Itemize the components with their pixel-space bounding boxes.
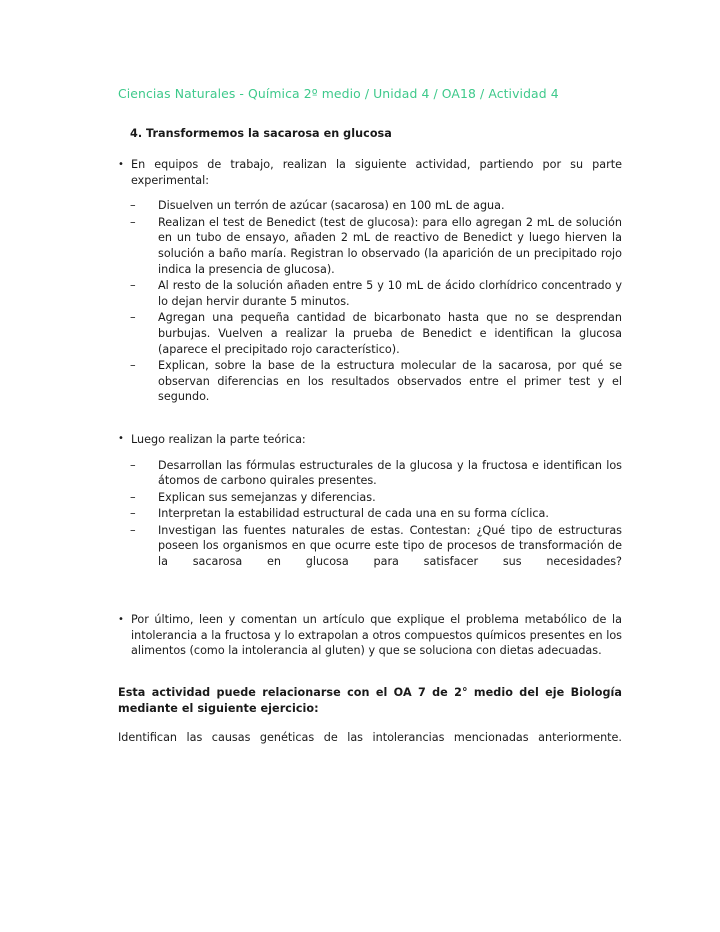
block-spacer xyxy=(118,586,622,612)
block-spacer xyxy=(118,716,622,730)
dash-item-2-3: – Interpretan la estabilidad estructural de cada una en su forma cíclica. xyxy=(130,506,622,522)
dash-item-2-4 xyxy=(130,523,622,585)
dash-item-2-2: – Explican sus semejanzas y diferencias. xyxy=(130,490,622,506)
closing-exercise-text: Identifican las causas genéticas de las intolerancias mencionadas anteriormente. xyxy=(118,731,622,745)
dash-list-2 xyxy=(118,458,622,586)
dash-item-1-5: – Explican, sobre la base de la estructura molecular de la sacarosa, por qué se observan diferencias en los resultados observados entre el primer test y el segundo. xyxy=(130,358,622,405)
closing-bold-note: Esta actividad puede relacionarse con el OA 7 de 2° medio del eje Biología mediante el siguiente ejercicio: xyxy=(118,686,622,715)
section-heading xyxy=(118,126,622,141)
dash-item-1-3: – Al resto de la solución añaden entre 5 y 10 mL de ácido clorhídrico concentrado y lo dejan hervir durante 5 minutos. xyxy=(130,278,622,309)
dash-item-2-4-text: – Investigan las fuentes naturales de estas. Contestan: ¿Qué tipo de estructuras poseen los organismos en que ocurre este tipo de procesos de transformación de la sacarosa en glucosa para satisfacer sus necesidades? xyxy=(158,523,622,569)
section-title-text: Transformemos la sacarosa en glucosa xyxy=(146,127,392,140)
bullet-item-2: • Luego realizan la parte teórica: xyxy=(118,432,622,448)
section-number: 4. xyxy=(130,127,143,140)
bullet-item-3: • Por último, leen y comentan un artículo que explique el problema metabólico de la intolerancia a la fructosa y lo extrapolan a otros compuestos químicos presentes en los alimentos (como la intolerancia al gluten) y que se soluciona con dietas adecuadas. xyxy=(118,612,622,659)
bullet-item-1: • En equipos de trabajo, realizan la siguiente actividad, partiendo por su parte experimental: xyxy=(118,157,622,188)
block-spacer xyxy=(118,665,622,685)
dash-item-1-4: – Agregan una pequeña cantidad de bicarbonato hasta que no se desprendan burbujas. Vuelven a realizar la prueba de Benedict e identifican la glucosa (aparece el precipitado rojo característico). xyxy=(130,310,622,357)
block-spacer xyxy=(118,406,622,432)
dash-item-2-1: – Desarrollan las fórmulas estructurales de la glucosa y la fructosa e identifican los átomos de carbono quirales presentes. xyxy=(130,458,622,489)
dash-list-1 xyxy=(118,198,622,405)
document-breadcrumb-header: Ciencias Naturales - Química 2º medio / Unidad 4 / OA18 / Actividad 4 xyxy=(118,86,559,101)
dash-item-1-2: – Realizan el test de Benedict (test de glucosa): para ello agregan 2 mL de solución en un tubo de ensayo, añaden 2 mL de reactivo de Benedict y luego hierven la solución a baño maría. Registran lo observado (la aparición de un precipitado rojo indica la presencia de glucosa). xyxy=(130,215,622,277)
dash-item-1-1: – Disuelven un terrón de azúcar (sacarosa) en 100 mL de agua. xyxy=(130,198,622,214)
document-body xyxy=(118,126,622,761)
